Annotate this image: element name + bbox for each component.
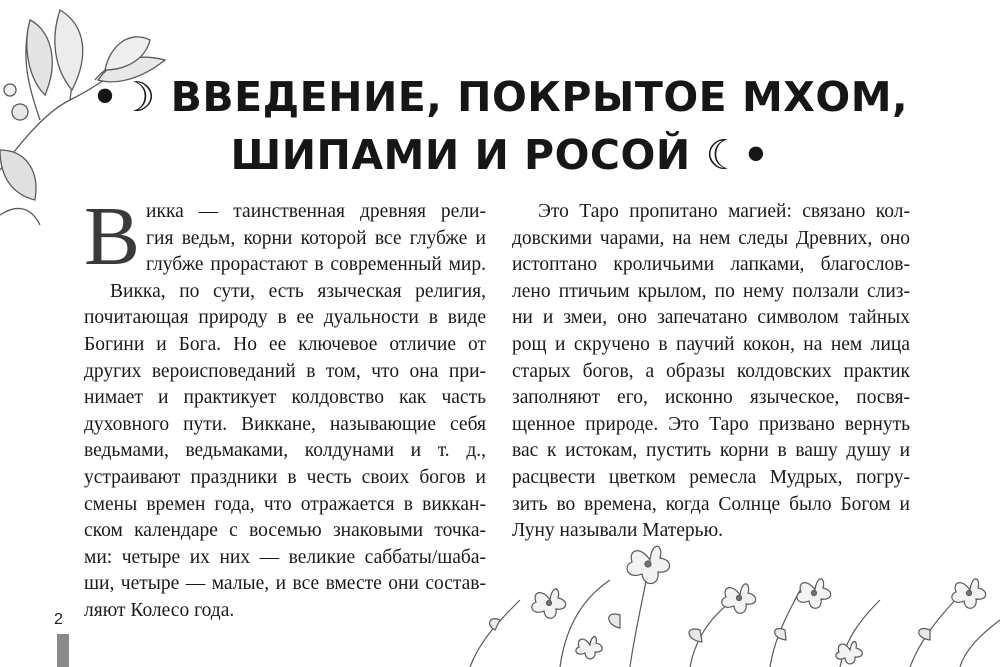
paragraph-line: Луну называли Матерью. (512, 520, 724, 542)
drop-cap: В (84, 190, 141, 283)
chapter-title-line-1: •☽ ВВЕДЕНИЕ, ПОКРЫТОЕ МХОМ, (91, 73, 909, 121)
paragraph-line: довскими чарами, на нем следы Древних, оно (512, 227, 910, 249)
paragraph-line: заполняют его, исконно языческое, посвя- (512, 387, 910, 409)
paragraph-line: Викка, по сути, есть языческая религия, (110, 280, 486, 302)
paragraph-line: смены времен года, что отражается в виккан- (84, 493, 486, 515)
paragraph-line: ведьмами, ведьмаками, колдунами и т. д., (84, 440, 486, 462)
paragraph-line: икка — таинственная древняя рели- (146, 201, 486, 222)
paragraph-line: других вероисповеданий в том, что она при- (84, 360, 486, 382)
paragraph-line: почитающая природу в ее дуальности в виде (84, 307, 486, 329)
paragraph-line: устраивают праздники в честь своих богов и (84, 466, 486, 488)
paragraph-line: ляют Колесо года. (84, 599, 235, 621)
left-column (84, 190, 486, 625)
wildflowers-illustration (440, 520, 1000, 667)
paragraph-line: гия ведьм, корни которой все глубже и (146, 227, 486, 249)
paragraph-line: истоптано кроличьими лапками, благослов- (512, 254, 910, 276)
paragraph-line: вас к истокам, пустить корни в вашу душу и (512, 440, 910, 462)
chapter-title-line-2: ШИПАМИ И РОСОЙ ☾• (230, 131, 770, 179)
paragraph-line: духовного пути. Виккане, называющие себя (84, 413, 486, 435)
paragraph-line: ми: четыре их них — великие саббаты/шаба- (84, 546, 486, 568)
right-column (512, 199, 910, 545)
paragraph-line: лено птичьим крылом, по нему ползали слиз- (512, 280, 910, 302)
paragraph-line: нимает и практикует колдовство как часть (84, 387, 486, 409)
chapter-title (0, 68, 1000, 184)
page-number: 2 (54, 611, 63, 628)
paragraph-line: ском календаре с восемью знаковыми точка- (84, 520, 486, 542)
paragraph-line: глубже прорастают в современный мир. (146, 254, 486, 276)
page-marker-bar (57, 634, 69, 667)
paragraph-line: ши, четыре — малые, и все вместе они состав- (84, 573, 486, 595)
paragraph-line: ни и змеи, оно запечатано символом тайных (512, 307, 910, 329)
paragraph-line: Богини и Бога. Но ее ключевое отличие от (84, 333, 486, 355)
paragraph-line: рощ и скручено в паучий кокон, на нем лица (512, 333, 910, 355)
paragraph-line: Это Таро пропитано магией: связано кол- (538, 201, 910, 222)
paragraph-line: старых богов, а образы колдовских практик (512, 360, 910, 382)
paragraph-line: щенное природе. Это Таро призвано вернуть (512, 413, 910, 435)
paragraph-line: зить во времена, когда Солнце было Богом и (512, 493, 910, 515)
paragraph-line: расцвести цветком ремесла Мудрых, погру- (512, 466, 910, 488)
